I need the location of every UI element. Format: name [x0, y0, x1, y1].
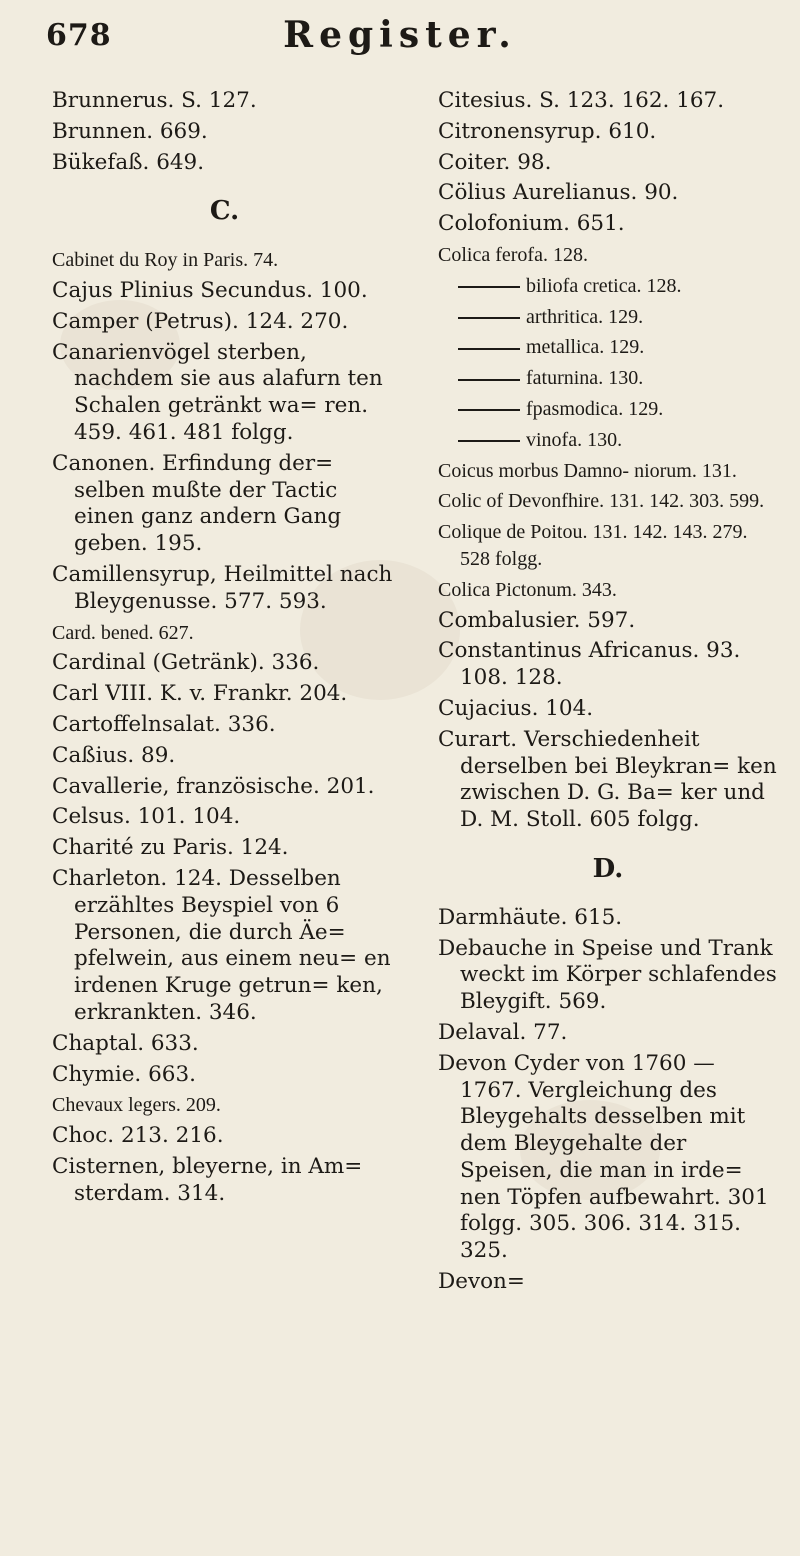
index-entry: Cisternen, bleyerne, in Am= sterdam. 314.	[52, 1153, 363, 1206]
index-entry: Brunnerus. S. 127.	[52, 88, 257, 113]
index-entry: Colica Pictonum. 343.	[438, 578, 617, 601]
index-entry: Debauche in Speise und Trank weckt im Körper schlafendes Bleygift. 569.	[438, 935, 777, 1015]
subentry-text: metallica. 129.	[526, 336, 645, 359]
subentry-text: biliofa cretica. 128.	[526, 274, 682, 297]
running-title: Register.	[283, 14, 517, 56]
ditto-dash	[458, 440, 520, 442]
index-entry: Caßius. 89.	[52, 742, 176, 768]
index-entry: Coiter. 98.	[438, 149, 552, 175]
index-entry: Brunnen. 669.	[52, 118, 208, 144]
index-entry: Devon=	[438, 1269, 525, 1295]
index-entry: Charité zu Paris. 124.	[52, 835, 289, 861]
index-entry: Charleton. 124. Desselben erzähltes Beyspiel von 6 Personen, die durch Äe= pfelwein, aus einem neu= en irdenen Kruge getrun= ken, erkrankten. 346.	[52, 865, 391, 1025]
index-entry: Cajus Plinius Secundus. 100.	[52, 277, 368, 303]
ditto-dash	[458, 379, 520, 381]
ditto-dash	[458, 286, 520, 288]
index-entry: Cölius Aurelianus. 90.	[438, 180, 679, 206]
index-subentry	[438, 365, 778, 392]
index-entry: Cavallerie, französische. 201.	[52, 773, 375, 799]
page-number: 678	[46, 18, 112, 53]
index-subentry	[438, 427, 778, 454]
index-entry: Curart. Verschiedenheit derselben bei Bleykran= ken zwischen D. G. Ba= ker und D. M. Stoll. 605 folgg.	[438, 726, 777, 833]
index-subentry	[438, 334, 778, 361]
index-subentry	[438, 396, 778, 423]
index-entry: Choc. 213. 216.	[52, 1123, 224, 1149]
subentry-text: vinofa. 130.	[526, 428, 623, 451]
index-entry: Constantinus Africanus. 93. 108. 128.	[438, 638, 741, 691]
index-entry: Chevaux legers. 209.	[52, 1094, 221, 1117]
index-entry: Camillensyrup, Heilmittel nach Bleygenusse. 577. 593.	[52, 561, 393, 614]
index-entry: Canonen. Erfindung der= selben mußte der Tactic einen ganz andern Gang geben. 195.	[52, 450, 342, 557]
left-column	[52, 88, 397, 1211]
ditto-dash	[458, 348, 520, 350]
index-entry: Chaptal. 633.	[52, 1030, 199, 1056]
index-entry: Devon Cyder von 1760 — 1767. Vergleichung des Bleygehalts desselben mit dem Bleygehalte der Speisen, die man in irde= nen Töpfen aufbewahrt. 301 folgg. 305. 306. 314. 315. 325.	[438, 1050, 769, 1264]
index-entry: Colic of Devonfhire. 131. 142. 303. 599.	[438, 490, 765, 513]
index-entry: Cardinal (Getränk). 336.	[52, 650, 320, 676]
index-entry: Delaval. 77.	[438, 1019, 568, 1045]
right-column	[438, 88, 778, 1300]
index-entry: Combalusier. 597.	[438, 607, 636, 633]
section-letter: C.	[209, 196, 240, 227]
index-entry: Bükefaß. 649.	[52, 149, 205, 175]
index-entry: Cartoffelnsalat. 336.	[52, 711, 276, 737]
index-entry: Colofonium. 651.	[438, 211, 625, 237]
section-letter: D.	[592, 853, 624, 884]
index-entry: Carl VIII. K. v. Frankr. 204.	[52, 681, 348, 707]
subentry-text: fpasmodica. 129.	[526, 397, 664, 420]
page-header	[40, 12, 760, 68]
index-entry: Canarienvögel sterben, nachdem sie aus alafurn ten Schalen getränkt wa= ren. 459. 461. 481 folgg.	[52, 339, 383, 445]
index-entry: Chymie. 663.	[52, 1061, 196, 1087]
index-entry: Citesius. S. 123. 162. 167.	[438, 88, 725, 113]
index-entry: Celsus. 101. 104.	[52, 804, 241, 830]
index-entry: Coicus morbus Damno- niorum. 131.	[438, 459, 737, 482]
index-entry: Darmhäute. 615.	[438, 904, 623, 930]
index-subentry	[438, 304, 778, 331]
index-subentry	[438, 273, 778, 300]
ditto-dash	[458, 409, 520, 411]
index-entry: Camper (Petrus). 124. 270.	[52, 308, 349, 334]
index-entry: Colica ferofa. 128.	[438, 243, 588, 266]
index-entry: Citronensyrup. 610.	[438, 118, 657, 144]
index-entry: Cujacius. 104.	[438, 695, 594, 721]
index-entry: Cabinet du Roy in Paris. 74.	[52, 249, 279, 272]
index-entry: Colique de Poitou. 131. 142. 143. 279. 528 folgg.	[438, 521, 748, 570]
subentry-text: faturnina. 130.	[526, 367, 644, 390]
subentry-text: arthritica. 129.	[526, 305, 644, 328]
ditto-dash	[458, 317, 520, 319]
index-entry: Card. bened. 627.	[52, 621, 194, 644]
